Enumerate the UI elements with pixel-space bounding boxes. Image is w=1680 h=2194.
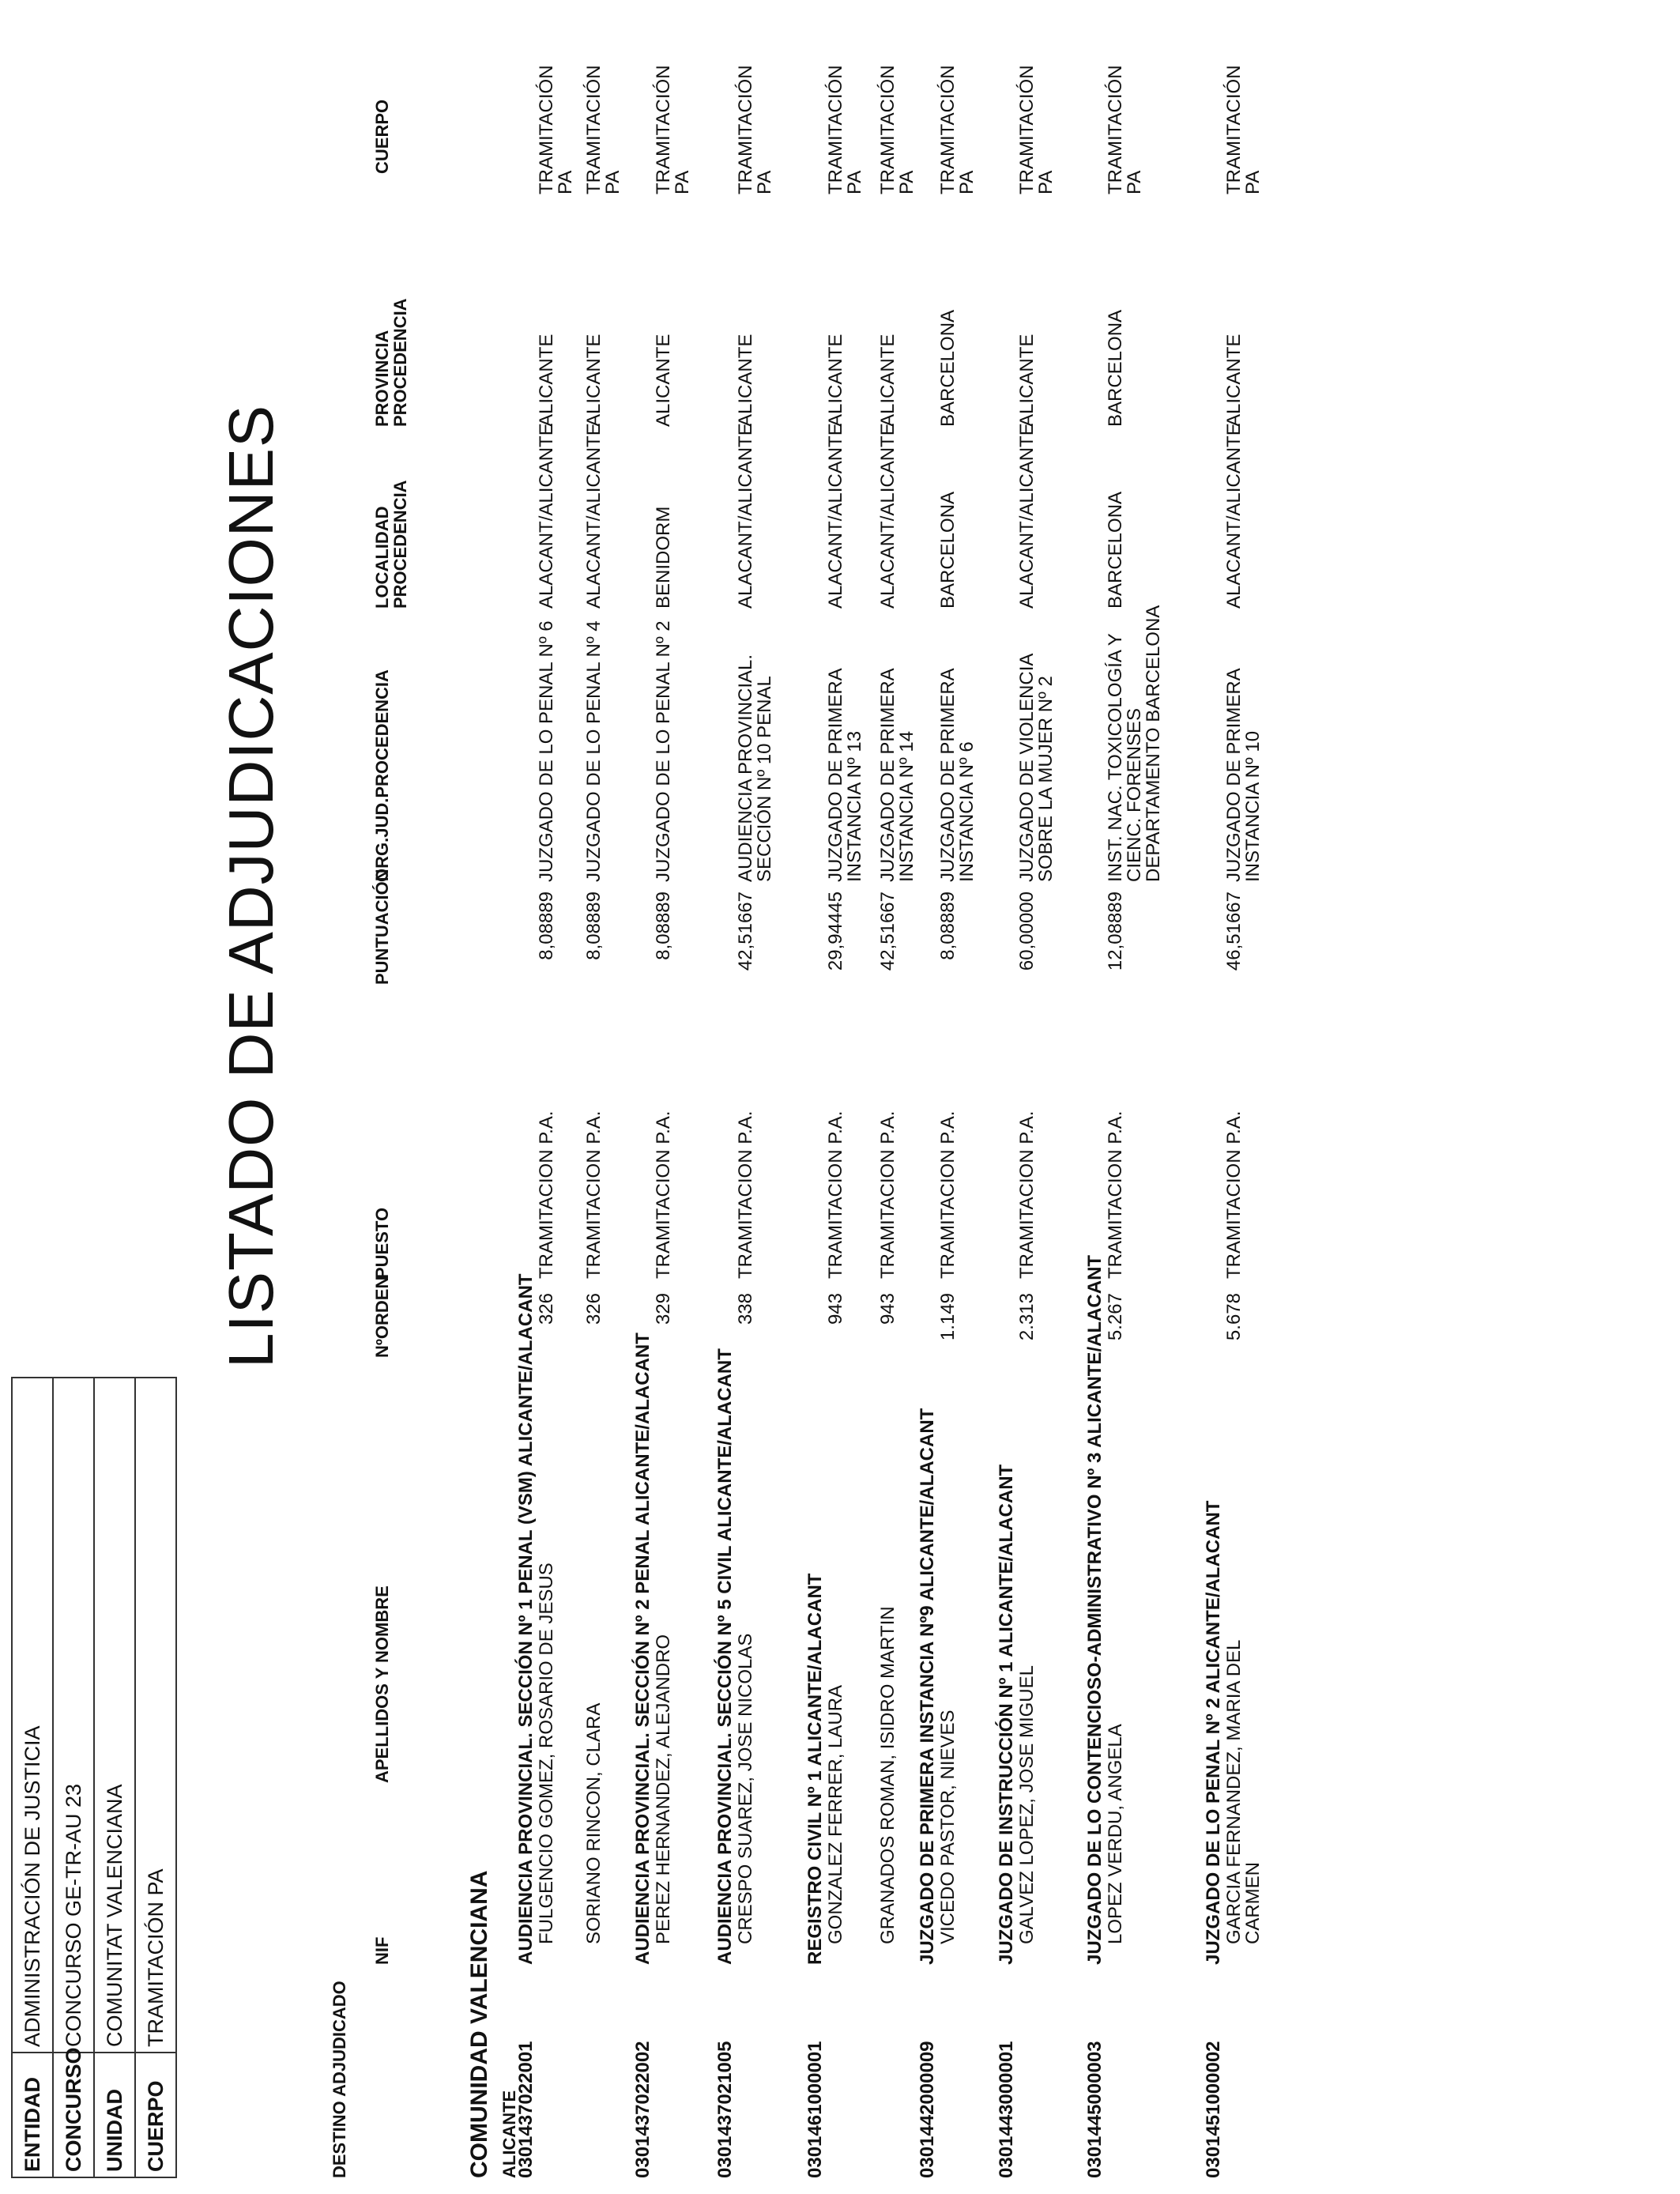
cell-puntuacion: 60,00000 bbox=[1016, 892, 1038, 971]
section-code: 0301437022001 bbox=[515, 2041, 537, 2178]
cell-provincia: BARCELONA bbox=[1105, 309, 1126, 427]
info-value: COMUNITAT VALENCIANA bbox=[103, 1784, 126, 2047]
cell-puntuacion: 42,51667 bbox=[735, 892, 756, 971]
cell-orden: 326 bbox=[583, 1293, 605, 1325]
cell-cuerpo-line: PA bbox=[956, 170, 977, 194]
cell-nombre-line: GARCIA FERNANDEZ, MARIA DEL bbox=[1223, 1639, 1245, 1944]
col-header-provincia-line: PROVINCIA bbox=[372, 330, 392, 427]
info-value: CONCURSO GE-TR-AU 23 bbox=[62, 1783, 85, 2047]
cell-organo-line: JUZGADO DE PRIMERA bbox=[825, 668, 846, 882]
cell-organo bbox=[827, 668, 864, 882]
cell-provincia: ALICANTE bbox=[877, 334, 898, 427]
cell-cuerpo-line: TRAMITACIÓN bbox=[583, 65, 605, 194]
cell-nombre bbox=[879, 1606, 898, 1944]
cell-cuerpo-line: PA bbox=[754, 170, 775, 194]
info-row-cuerpo bbox=[136, 1378, 175, 2177]
section-destino: AUDIENCIA PROVINCIAL. SECCIÓN Nº 1 PENAL (VSM) ALICANTE/ALACANT bbox=[515, 1273, 537, 1965]
cell-nombre bbox=[654, 1634, 673, 1944]
cell-nombre-line: GONZALEZ FERRER, LAURA bbox=[825, 1684, 846, 1944]
cell-localidad: ALACANT/ALICANTE bbox=[877, 423, 898, 609]
cell-provincia: ALICANTE bbox=[1016, 334, 1038, 427]
cell-nombre-line: SORIANO RINCON, CLARA bbox=[583, 1702, 605, 1944]
cell-cuerpo-line: PA bbox=[1035, 170, 1057, 194]
cell-organo-line: JUZGADO DE PRIMERA bbox=[877, 668, 898, 882]
section-destino: JUZGADO DE INSTRUCCIÓN Nº 1 ALICANTE/ALACANT bbox=[996, 1464, 1017, 1965]
cell-cuerpo-line: TRAMITACIÓN bbox=[1016, 65, 1038, 194]
cell-cuerpo bbox=[537, 65, 575, 194]
cell-nombre-line: CRESPO SUAREZ, JOSE NICOLAS bbox=[735, 1633, 756, 1944]
cell-puntuacion: 8,08889 bbox=[536, 892, 557, 960]
cell-puesto: TRAMITACION P.A. bbox=[937, 1110, 959, 1279]
cell-cuerpo-line: PA bbox=[672, 170, 693, 194]
cell-localidad: BARCELONA bbox=[1105, 491, 1126, 609]
cell-puntuacion: 8,08889 bbox=[937, 892, 959, 960]
cell-provincia: ALICANTE bbox=[735, 334, 756, 427]
cell-cuerpo bbox=[879, 65, 917, 194]
cell-orden: 329 bbox=[653, 1293, 674, 1325]
region-heading: COMUNIDAD VALENCIANA bbox=[466, 1870, 492, 2178]
info-row-entidad bbox=[13, 1378, 54, 2177]
cell-nombre-line: GRANADOS ROMAN, ISIDRO MARTIN bbox=[877, 1606, 898, 1944]
page-title: LISTADO DE ADJUDICACIONES bbox=[216, 404, 286, 1368]
cell-organo bbox=[736, 654, 774, 882]
cell-orden: 338 bbox=[735, 1293, 756, 1325]
cell-organo-line: JUZGADO DE LO PENAL Nº 2 bbox=[653, 620, 674, 882]
cell-organo-line: INSTANCIA Nº 14 bbox=[896, 730, 917, 882]
section-code: 0301437021005 bbox=[714, 2041, 736, 2178]
cell-cuerpo bbox=[585, 65, 623, 194]
info-key: ENTIDAD bbox=[13, 2052, 52, 2177]
cell-orden: 2.313 bbox=[1016, 1293, 1038, 1341]
col-header-puntuacion: PUNTUACIÓN bbox=[372, 869, 392, 985]
cell-organo-line: AUDIENCIA PROVINCIAL. bbox=[735, 654, 756, 882]
cell-organo-line: INSTANCIA Nº 10 bbox=[1242, 730, 1264, 882]
section-destino: AUDIENCIA PROVINCIAL. SECCIÓN Nº 5 CIVIL ALICANTE/ALACANT bbox=[714, 1348, 736, 1965]
section-code: 0301437022002 bbox=[632, 2041, 654, 2178]
section-destino: JUZGADO DE LO PENAL Nº 2 ALICANTE/ALACANT bbox=[1203, 1500, 1224, 1965]
cell-cuerpo-line: TRAMITACIÓN bbox=[825, 65, 846, 194]
cell-provincia: ALICANTE bbox=[1223, 334, 1245, 427]
cell-organo bbox=[537, 620, 556, 882]
info-value: ADMINISTRACIÓN DE JUSTICIA bbox=[21, 1725, 44, 2047]
cell-puesto: TRAMITACION P.A. bbox=[536, 1110, 557, 1279]
col-header-localidad bbox=[373, 480, 409, 609]
cell-provincia: ALICANTE bbox=[583, 334, 605, 427]
cell-organo bbox=[879, 668, 917, 882]
section-code: 0301442000009 bbox=[917, 2041, 938, 2178]
province-heading: ALICANTE bbox=[499, 2090, 519, 2178]
cell-cuerpo-line: PA bbox=[1124, 170, 1145, 194]
cell-cuerpo-line: PA bbox=[896, 170, 917, 194]
cell-nombre-line: CARMEN bbox=[1242, 1861, 1264, 1944]
col-header-provincia bbox=[373, 298, 409, 427]
cell-orden: 5.678 bbox=[1223, 1293, 1245, 1341]
cell-organo bbox=[1106, 605, 1163, 882]
info-row-concurso bbox=[54, 1378, 95, 2177]
cell-nombre-line: GALVEZ LOPEZ, JOSE MIGUEL bbox=[1016, 1665, 1038, 1944]
cell-cuerpo-line: TRAMITACIÓN bbox=[1223, 65, 1245, 194]
cell-organo bbox=[654, 620, 673, 882]
cell-organo-line: CIENC. FORENSES bbox=[1124, 707, 1145, 882]
col-header-puesto: PUESTO bbox=[372, 1207, 392, 1279]
cell-puesto: TRAMITACION P.A. bbox=[653, 1110, 674, 1279]
cell-puesto: TRAMITACION P.A. bbox=[1223, 1110, 1245, 1279]
col-header-cuerpo: CUERPO bbox=[372, 99, 392, 174]
cell-cuerpo-line: TRAMITACIÓN bbox=[536, 65, 557, 194]
cell-cuerpo bbox=[827, 65, 864, 194]
cell-orden: 943 bbox=[825, 1293, 846, 1325]
cell-cuerpo bbox=[1225, 65, 1263, 194]
cell-nombre-line: VICEDO PASTOR, NIEVES bbox=[937, 1710, 959, 1944]
section-destino: JUZGADO DE PRIMERA INSTANCIA Nº9 ALICANTE/ALACANT bbox=[917, 1408, 938, 1965]
cell-provincia: BARCELONA bbox=[937, 309, 959, 427]
cell-nombre-line: PEREZ HERNANDEZ, ALEJANDRO bbox=[653, 1634, 674, 1944]
cell-cuerpo-line: PA bbox=[844, 170, 865, 194]
cell-puesto: TRAMITACION P.A. bbox=[583, 1110, 605, 1279]
info-row-unidad bbox=[95, 1378, 136, 2177]
header-info-box bbox=[11, 1377, 177, 2178]
cell-organo-line: SECCIÓN Nº 10 PENAL bbox=[754, 676, 775, 882]
cell-localidad: ALACANT/ALICANTE bbox=[825, 423, 846, 609]
cell-organo-line: DEPARTAMENTO BARCELONA bbox=[1143, 605, 1164, 882]
cell-cuerpo-line: PA bbox=[555, 170, 576, 194]
col-header-nombre: APELLIDOS Y NOMBRE bbox=[372, 1585, 392, 1783]
cell-organo-line: SOBRE LA MUJER Nº 2 bbox=[1035, 676, 1057, 882]
cell-nombre bbox=[537, 1563, 556, 1944]
section-destino: REGISTRO CIVIL Nº 1 ALICANTE/ALACANT bbox=[804, 1573, 826, 1965]
cell-localidad: BENIDORM bbox=[653, 506, 674, 609]
cell-puesto: TRAMITACION P.A. bbox=[877, 1110, 898, 1279]
section-code: 0301445000003 bbox=[1084, 2041, 1106, 2178]
cell-puntuacion: 8,08889 bbox=[583, 892, 605, 960]
cell-localidad: ALACANT/ALICANTE bbox=[735, 423, 756, 609]
section-code: 0301443000001 bbox=[996, 2041, 1017, 2178]
info-key: CUERPO bbox=[136, 2052, 175, 2177]
cell-provincia: ALICANTE bbox=[653, 334, 674, 427]
cell-nombre-line: LOPEZ VERDU, ANGELA bbox=[1105, 1724, 1126, 1944]
cell-cuerpo bbox=[1106, 65, 1144, 194]
cell-organo bbox=[939, 668, 977, 882]
cell-organo-line: JUZGADO DE PRIMERA bbox=[937, 668, 959, 882]
cell-organo-line: JUZGADO DE LO PENAL Nº 4 bbox=[583, 620, 605, 882]
cell-cuerpo-line: PA bbox=[602, 170, 623, 194]
cell-organo-line: INSTANCIA Nº 6 bbox=[956, 741, 977, 882]
cell-organo-line: JUZGADO DE LO PENAL Nº 6 bbox=[536, 620, 557, 882]
cell-localidad: ALACANT/ALICANTE bbox=[583, 423, 605, 609]
cell-cuerpo bbox=[736, 65, 774, 194]
cell-organo-line: JUZGADO DE PRIMERA bbox=[1223, 668, 1245, 882]
col-header-destino: DESTINO ADJUDICADO bbox=[330, 1981, 349, 2178]
cell-organo-line: INST. NAC. TOXICOLOGÍA Y bbox=[1105, 633, 1126, 882]
cell-puesto: TRAMITACION P.A. bbox=[1105, 1110, 1126, 1279]
cell-nombre bbox=[827, 1685, 846, 1944]
cell-provincia: ALICANTE bbox=[825, 334, 846, 427]
cell-nombre bbox=[1225, 1640, 1263, 1944]
cell-orden: 5.267 bbox=[1105, 1293, 1126, 1341]
cell-nombre bbox=[1106, 1724, 1125, 1944]
cell-puesto: TRAMITACION P.A. bbox=[825, 1110, 846, 1279]
cell-puntuacion: 46,51667 bbox=[1223, 892, 1245, 971]
cell-puesto: TRAMITACION P.A. bbox=[1016, 1110, 1038, 1279]
info-key: CONCURSO bbox=[54, 2052, 93, 2177]
cell-puntuacion: 8,08889 bbox=[653, 892, 674, 960]
cell-cuerpo bbox=[654, 65, 692, 194]
cell-localidad: BARCELONA bbox=[937, 491, 959, 609]
cell-orden: 1.149 bbox=[937, 1293, 959, 1341]
col-header-localidad-line: PROCEDENCIA bbox=[390, 480, 411, 609]
cell-organo-line: INSTANCIA Nº 13 bbox=[844, 730, 865, 882]
cell-cuerpo-line: TRAMITACIÓN bbox=[1105, 65, 1126, 194]
col-header-organo: ORG.JUD.PROCEDENCIA bbox=[372, 669, 392, 882]
cell-nombre-line: FULGENCIO GOMEZ, ROSARIO DE JESUS bbox=[536, 1563, 557, 1944]
cell-provincia: ALICANTE bbox=[536, 334, 557, 427]
cell-orden: 943 bbox=[877, 1293, 898, 1325]
cell-cuerpo-line: TRAMITACIÓN bbox=[653, 65, 674, 194]
section-code: 0301451000002 bbox=[1203, 2041, 1224, 2178]
cell-cuerpo-line: PA bbox=[1242, 170, 1264, 194]
col-header-nif: NIF bbox=[372, 1936, 392, 1965]
cell-organo-line: JUZGADO DE VIOLENCIA bbox=[1016, 653, 1038, 882]
section-destino: JUZGADO DE LO CONTENCIOSO-ADMINISTRATIVO Nº 3 ALICANTE/ALACANT bbox=[1084, 1254, 1106, 1965]
info-value: TRAMITACIÓN PA bbox=[144, 1868, 168, 2047]
cell-puesto: TRAMITACION P.A. bbox=[735, 1110, 756, 1279]
cell-organo bbox=[585, 620, 604, 882]
col-header-provincia-line: PROCEDENCIA bbox=[390, 298, 411, 427]
cell-cuerpo-line: TRAMITACIÓN bbox=[937, 65, 959, 194]
cell-organo bbox=[1225, 668, 1263, 882]
section-code: 0301461000001 bbox=[804, 2041, 826, 2178]
cell-nombre bbox=[585, 1703, 604, 1944]
cell-localidad: ALACANT/ALICANTE bbox=[1016, 423, 1038, 609]
cell-nombre bbox=[1018, 1665, 1037, 1944]
cell-puntuacion: 42,51667 bbox=[877, 892, 898, 971]
cell-localidad: ALACANT/ALICANTE bbox=[536, 423, 557, 609]
cell-nombre bbox=[736, 1634, 755, 1944]
cell-localidad: ALACANT/ALICANTE bbox=[1223, 423, 1245, 609]
section-destino: AUDIENCIA PROVINCIAL. SECCIÓN Nº 2 PENAL ALICANTE/ALACANT bbox=[632, 1333, 654, 1965]
cell-nombre bbox=[939, 1710, 958, 1944]
cell-puntuacion: 29,94445 bbox=[825, 892, 846, 971]
cell-puntuacion: 12,08889 bbox=[1105, 892, 1126, 971]
cell-cuerpo-line: TRAMITACIÓN bbox=[877, 65, 898, 194]
cell-cuerpo bbox=[1018, 65, 1056, 194]
col-header-localidad-line: LOCALIDAD bbox=[372, 506, 392, 609]
cell-cuerpo-line: TRAMITACIÓN bbox=[735, 65, 756, 194]
cell-organo bbox=[1018, 654, 1056, 882]
cell-cuerpo bbox=[939, 65, 977, 194]
info-key: UNIDAD bbox=[95, 2052, 134, 2177]
cell-orden: 326 bbox=[536, 1293, 557, 1325]
col-header-orden: NºORDEN bbox=[372, 1276, 392, 1358]
